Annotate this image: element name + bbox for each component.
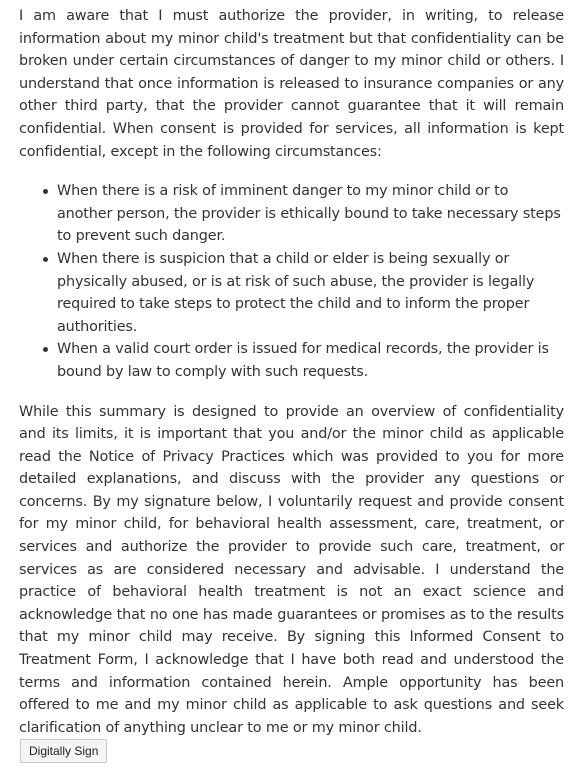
list-item [57,338,564,383]
exception-text: When there is a risk of imminent danger to my minor child or to another person, the provider is ethically bound to take necessary steps to prevent such danger. [57,183,561,245]
consent-summary-paragraph: While this summary is designed to provide an overview of confidentiality and its limits, it is important that you and/or the minor child as applicable read the Notice of Privacy Practices which was provided to you for more detailed explanations, and discuss with the provider any questions or concerns. By my signature below, I voluntarily request and provide consent for my minor child, for behavioral health assessment, care, treatment, or services and authorize the provider to provide such care, treatment, or services as are considered necessary and advisable. I understand the practice of behavioral health treatment is not an exact science and acknowledge that no one has made guarantees or promises as to the results that my minor child may receive. By signing this Informed Consent to Treatment Form, I acknowledge that I have both read and understood the terms and information contained herein. Ample opportunity has been offered to me and my minor child as applicable to ask questions and seek clarification of anything unclear to me or my minor child. [19,403,564,736]
exception-text: When there is suspicion that a child or elder is being sexually or physically abused, or is at risk of such abuse, the provider is legally required to take steps to protect the child and to inform the proper authorities. [57,250,535,335]
bullet-icon [43,189,48,194]
consent-intro-paragraph: I am aware that I must authorize the provider, in writing, to release information about my minor child's treatment but that confidentiality can be broken under certain circumstances of danger to my minor child or others. I understand that once information is released to insurance companies or any other third party, that the provider cannot guarantee that it will remain confidential. When consent is provided for services, all information is kept confidential, except in the following circumstances: [19,8,564,160]
confidentiality-exceptions-list [19,180,564,383]
list-item [57,248,564,338]
digitally-sign-button[interactable]: Digitally Sign [20,739,107,763]
exception-text: When a valid court order is issued for medical records, the provider is bound by law to comply with such requests. [57,341,549,380]
list-item [57,180,564,248]
bullet-icon [43,347,48,352]
bullet-icon [43,257,48,262]
consent-form-content [19,5,564,739]
